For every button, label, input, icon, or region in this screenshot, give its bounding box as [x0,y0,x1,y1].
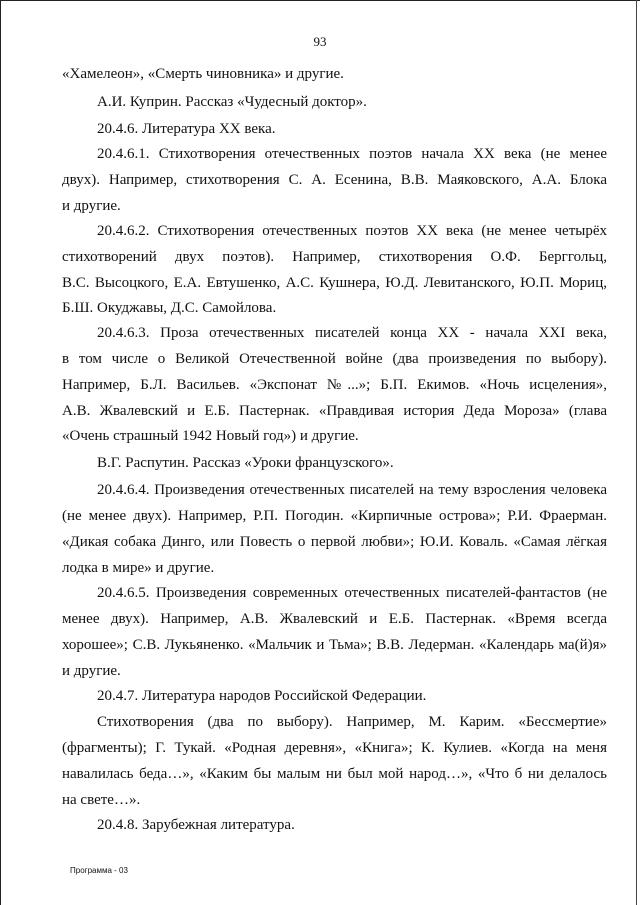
text-line: 20.4.6.5. Произведения современных отечественных писателей-фантастов (не [97,585,607,601]
text-line: «Хамелеон», «Смерть чиновника» и другие. [62,66,344,82]
text-line: на свете…». [62,792,141,808]
text-line: В.Г. Распутин. Рассказ «Уроки французского». [97,455,394,471]
text-line: 20.4.6.3. Проза отечественных писателей конца XX - начала XXI века, [97,325,607,341]
section-heading: 20.4.6. Литература XX века. [97,121,276,137]
text-line: Например, Б.Л. Васильев. «Экспонат №...»; Б.П. Екимов. «Ночь исцеления», [62,377,607,393]
text-line: в том числе о Великой Отечественной войне (два произведения по выбору). [62,351,607,367]
scan-border-right [636,0,637,905]
text-line: В.С. Высоцкого, Е.А. Евтушенко, А.С. Кушнера, Ю.Д. Левитанского, Ю.П. Мориц, [62,275,607,291]
text-line: хорошее»; С.В. Лукьяненко. «Мальчик и Тьма»; В.В. Ледерман. «Календарь ма(й)я» [62,637,607,653]
text-line: 20.4.6.2. Стихотворения отечественных поэтов XX века (не менее четырёх [97,223,607,239]
text-line: 20.4.6.1. Стихотворения отечественных поэтов начала XX века (не менее [97,146,607,162]
text-line: А.В. Жвалевский и Е.Б. Пастернак. «Правдивая история Деда Мороза» (глава [62,403,607,419]
text-line: А.И. Куприн. Рассказ «Чудесный доктор». [97,94,367,110]
section-heading: 20.4.8. Зарубежная литература. [97,817,295,833]
section-heading: 20.4.7. Литература народов Российской Федерации. [97,688,427,704]
text-line: и другие. [62,198,121,214]
text-line: (не менее двух). Например, Р.П. Погодин. «Кирпичные острова»; Р.И. Фраерман. [62,508,607,524]
text-line: 20.4.6.4. Произведения отечественных писателей на тему взросления человека [97,482,607,498]
text-line: Стихотворения (два по выбору). Например, М. Карим. «Бессмертие» [97,714,607,730]
scan-border-left [0,0,1,905]
footer-label: Программа - 03 [70,866,128,875]
text-line: «Дикая собака Динго, или Повесть о первой любви»; Ю.И. Коваль. «Самая лёгкая [62,534,607,550]
text-line: и другие. [62,663,121,679]
text-line: менее двух). Например, А.В. Жвалевский и Е.Б. Пастернак. «Время всегда [62,611,607,627]
text-line: «Очень страшный 1942 Новый год») и другие. [62,428,359,444]
text-line: навалилась беда…», «Каким бы малым ни был мой народ…», «Что б ни делалось [62,766,607,782]
text-line: Б.Ш. Окуджавы, Д.С. Самойлова. [62,300,277,316]
text-line: двух). Например, стихотворения С. А. Есенина, В.В. Маяковского, А.А. Блока [62,172,607,188]
text-line: лодка в мире» и другие. [62,560,215,576]
text-line: (фрагменты); Г. Тукай. «Родная деревня», «Книга»; К. Кулиев. «Когда на меня [62,740,607,756]
page-number: 93 [313,34,327,49]
scan-border-top [0,0,640,1]
text-line: стихотворений двух поэтов). Например, стихотворения О.Ф. Берггольц, [62,249,607,265]
